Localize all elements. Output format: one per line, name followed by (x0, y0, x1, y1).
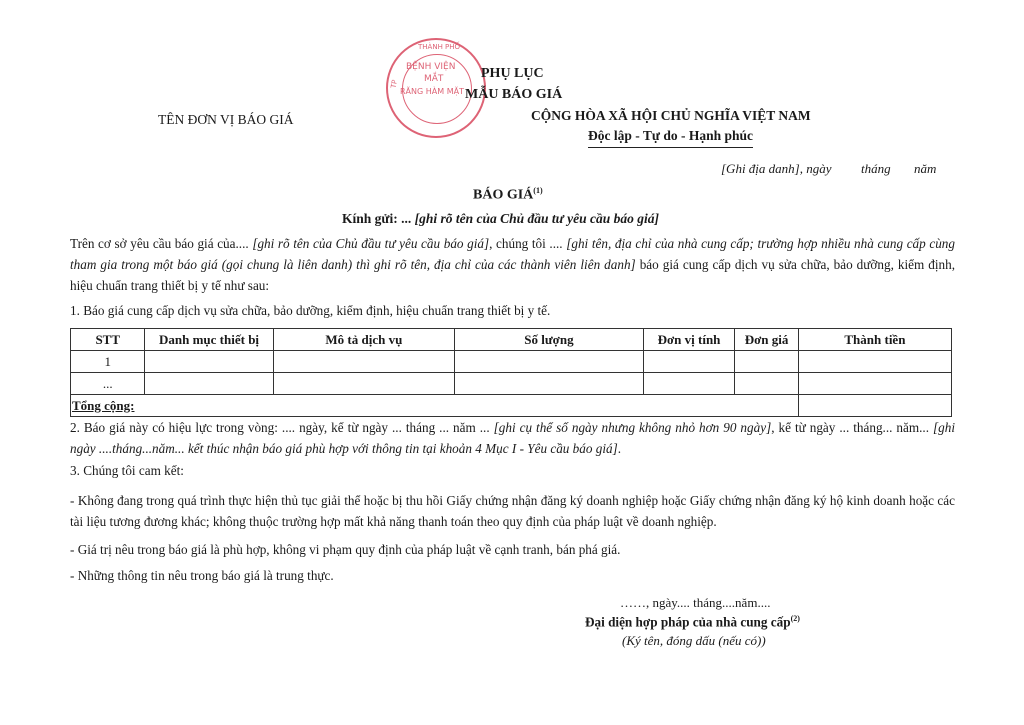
section-2-paragraph (70, 417, 955, 459)
section-2-text-2: , kể từ ngày ... tháng... năm... (771, 420, 934, 435)
table-cell[interactable] (643, 351, 734, 373)
stamp-line1: BỆNH VIỆN (406, 62, 456, 72)
title-text: BÁO GIÁ (473, 187, 534, 203)
table-cell[interactable] (145, 373, 273, 395)
stamp-line2: MẮT (424, 74, 444, 84)
table-row (71, 373, 952, 395)
motto: Độc lập - Tự do - Hạnh phúc (588, 128, 753, 148)
intro-italic-2: [ghi tên, địa chỉ của nhà cung cấp; trường hợp nhiều nhà cung cấp cùng tham gia trong một báo giá (gọi chung là liên danh) thì ghi rõ tên, địa chỉ của các thành viên liên danh] (70, 236, 955, 272)
signature-title-text: Đại diện hợp pháp của nhà cung cấp (585, 614, 791, 630)
row-stt: 1 (71, 351, 145, 373)
section-1-heading: 1. Báo giá cung cấp dịch vụ sửa chữa, bảo dưỡng, kiểm định, hiệu chuẩn trang thiết bị y tế. (70, 303, 551, 318)
signature-footnote: (2) (790, 614, 800, 623)
table-cell[interactable] (273, 373, 455, 395)
unit-name: TÊN ĐƠN VỊ BÁO GIÁ (158, 112, 294, 127)
table-row (71, 351, 952, 373)
table-header-row (71, 329, 952, 351)
intro-text-1: Trên cơ sở yêu cầu báo giá của.... (70, 236, 253, 251)
table-cell[interactable] (798, 373, 951, 395)
row-stt: ... (71, 373, 145, 395)
date-year: năm (914, 161, 937, 176)
header-quantity: Số lượng (455, 329, 644, 351)
nation-title: CỘNG HÒA XÃ HỘI CHỦ NGHĨA VIỆT NAM (531, 108, 811, 123)
section-2-text-3: . (617, 441, 622, 456)
header-unit: Đơn vị tính (643, 329, 734, 351)
total-label: Tổng cộng: (71, 395, 799, 417)
date-place: [Ghi địa danh], ngày (721, 161, 832, 176)
commitment-1: - Không đang trong quá trình thực hiện thủ tục giải thể hoặc bị thu hồi Giấy chứng nhận đăng ký doanh nghiệp hoặc Giấy chứng nhận đăng ký hộ kinh doanh hoặc các tài liệu tương đương khác; không thuộc trường hợp mất khả năng thanh toán theo quy định của pháp luật về doanh nghiệp. (70, 493, 955, 529)
signature-title (585, 614, 800, 630)
intro-italic-1: [ghi rõ tên của Chủ đầu tư yêu cầu báo giá] (252, 236, 490, 251)
stamp-left-text: TP (389, 79, 399, 89)
header-unit-price: Đơn giá (735, 329, 799, 351)
total-value-cell[interactable] (798, 395, 951, 417)
greeting (342, 211, 659, 227)
intro-text-3: báo giá cung cấp dịch vụ sửa chữa, bảo dưỡng, kiểm định, hiệu chuẩn trang thiết bị y tế như sau: (70, 257, 955, 293)
date-month: tháng (861, 161, 891, 176)
commitment-3: - Những thông tin nêu trong báo giá là trung thực. (70, 568, 334, 583)
title-footnote: (1) (533, 186, 543, 195)
header-service-description: Mô tả dịch vụ (273, 329, 455, 351)
section-2-italic-2: [ghi ngày ....tháng...năm... kết thúc nhận báo giá phù hợp với thông tin tại khoản 4 Mục I - Yêu cầu báo giá] (70, 420, 956, 456)
header-stt: STT (71, 329, 145, 351)
document-title (473, 186, 543, 204)
greeting-label: Kính gửi: ... (342, 211, 412, 226)
section-2-text-1: 2. Báo giá này có hiệu lực trong vòng: .... ngày, kể từ ngày ... tháng ... năm ... (70, 420, 494, 435)
greeting-target: [ghi rõ tên của Chủ đầu tư yêu cầu báo giá] (411, 211, 659, 226)
signature-date: ……, ngày.... tháng....năm.... (620, 595, 771, 610)
table-cell[interactable] (455, 351, 644, 373)
commitment-2: - Giá trị nêu trong báo giá là phù hợp, không vi phạm quy định của pháp luật về cạnh tranh, bán phá giá. (70, 542, 621, 557)
table-total-row (71, 395, 952, 417)
table-cell[interactable] (735, 351, 799, 373)
stamp-line3: RĂNG HÀM MẶT (400, 87, 464, 96)
header-equipment: Danh mục thiết bị (145, 329, 273, 351)
intro-text-2: , chúng tôi .... (489, 236, 567, 251)
header-total: Thành tiền (798, 329, 951, 351)
table-cell[interactable] (735, 373, 799, 395)
section-2-italic-1: [ghi cụ thể số ngày nhưng không nhỏ hơn 90 ngày] (493, 420, 772, 435)
quote-table (70, 328, 952, 417)
form-title: MẪU BÁO GIÁ (465, 87, 563, 102)
table-cell[interactable] (798, 351, 951, 373)
stamp-top-text: THÀNH PHỐ (418, 43, 461, 51)
table-cell[interactable] (273, 351, 455, 373)
appendix-title: PHỤ LỤC (481, 66, 544, 81)
table-cell[interactable] (643, 373, 734, 395)
table-cell[interactable] (455, 373, 644, 395)
intro-paragraph (70, 233, 955, 296)
table-cell[interactable] (145, 351, 273, 373)
signature-instruction: (Ký tên, đóng dấu (nếu có)) (622, 633, 766, 648)
section-3-heading: 3. Chúng tôi cam kết: (70, 463, 184, 478)
